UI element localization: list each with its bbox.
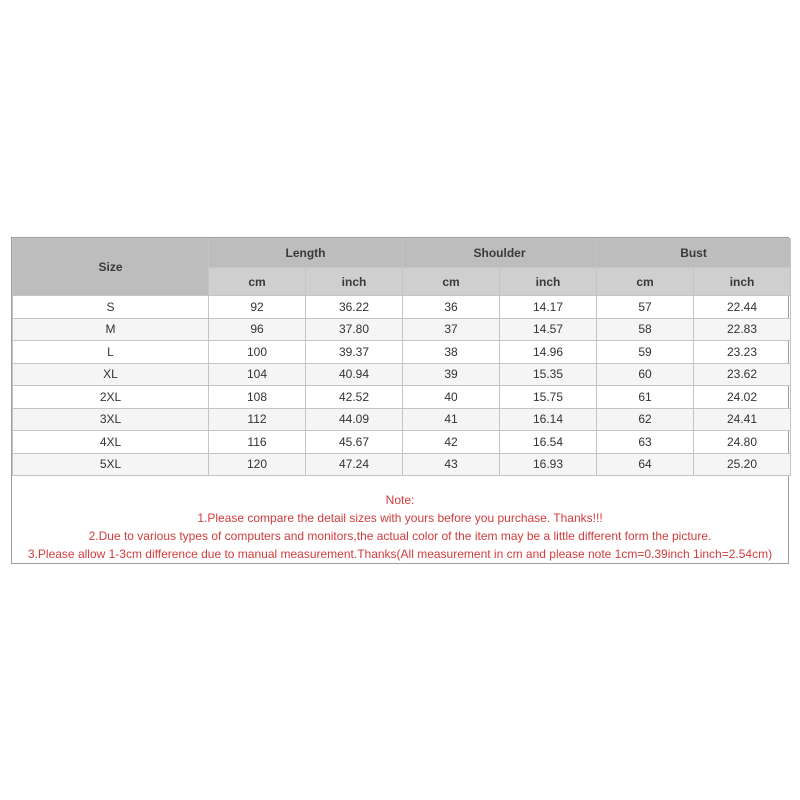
value-cell: 24.02 bbox=[694, 386, 791, 409]
value-cell: 16.54 bbox=[500, 431, 597, 454]
value-cell: 39.37 bbox=[306, 341, 403, 364]
table-row bbox=[13, 386, 791, 409]
value-cell: 92 bbox=[209, 296, 306, 319]
value-cell: 63 bbox=[597, 431, 694, 454]
size-cell: 4XL bbox=[13, 431, 209, 454]
value-cell: 38 bbox=[403, 341, 500, 364]
value-cell: 16.93 bbox=[500, 453, 597, 476]
notes-block bbox=[12, 476, 788, 563]
value-cell: 23.23 bbox=[694, 341, 791, 364]
note-line: 3.Please allow 1-3cm difference due to manual measurement.Thanks(All measurement in cm and please note 1cm=0.39inch 1inch=2.54cm) bbox=[27, 547, 773, 561]
value-cell: 24.80 bbox=[694, 431, 791, 454]
table-row bbox=[13, 363, 791, 386]
size-chart bbox=[11, 237, 789, 564]
size-cell: XL bbox=[13, 363, 209, 386]
value-cell: 96 bbox=[209, 318, 306, 341]
value-cell: 44.09 bbox=[306, 408, 403, 431]
value-cell: 40.94 bbox=[306, 363, 403, 386]
value-cell: 39 bbox=[403, 363, 500, 386]
value-cell: 42 bbox=[403, 431, 500, 454]
unit-header: cm bbox=[209, 268, 306, 296]
value-cell: 47.24 bbox=[306, 453, 403, 476]
unit-header: inch bbox=[500, 268, 597, 296]
value-cell: 36 bbox=[403, 296, 500, 319]
value-cell: 64 bbox=[597, 453, 694, 476]
value-cell: 104 bbox=[209, 363, 306, 386]
unit-header: cm bbox=[597, 268, 694, 296]
header-group-row bbox=[13, 239, 791, 268]
table-row bbox=[13, 431, 791, 454]
unit-header: inch bbox=[306, 268, 403, 296]
note-line: 1.Please compare the detail sizes with yours before you purchase. Thanks!!! bbox=[197, 511, 603, 525]
value-cell: 14.96 bbox=[500, 341, 597, 364]
value-cell: 36.22 bbox=[306, 296, 403, 319]
size-cell: 3XL bbox=[13, 408, 209, 431]
value-cell: 62 bbox=[597, 408, 694, 431]
value-cell: 24.41 bbox=[694, 408, 791, 431]
table-row bbox=[13, 453, 791, 476]
unit-header: cm bbox=[403, 268, 500, 296]
value-cell: 14.17 bbox=[500, 296, 597, 319]
unit-header: inch bbox=[694, 268, 791, 296]
table-row bbox=[13, 341, 791, 364]
value-cell: 100 bbox=[209, 341, 306, 364]
size-cell: 5XL bbox=[13, 453, 209, 476]
value-cell: 15.75 bbox=[500, 386, 597, 409]
table-row bbox=[13, 318, 791, 341]
size-cell: M bbox=[13, 318, 209, 341]
value-cell: 112 bbox=[209, 408, 306, 431]
value-cell: 15.35 bbox=[500, 363, 597, 386]
value-cell: 120 bbox=[209, 453, 306, 476]
value-cell: 43 bbox=[403, 453, 500, 476]
value-cell: 37.80 bbox=[306, 318, 403, 341]
value-cell: 116 bbox=[209, 431, 306, 454]
value-cell: 59 bbox=[597, 341, 694, 364]
value-cell: 45.67 bbox=[306, 431, 403, 454]
size-cell: 2XL bbox=[13, 386, 209, 409]
size-column-header: Size bbox=[13, 239, 209, 296]
value-cell: 37 bbox=[403, 318, 500, 341]
value-cell: 108 bbox=[209, 386, 306, 409]
value-cell: 14.57 bbox=[500, 318, 597, 341]
value-cell: 57 bbox=[597, 296, 694, 319]
size-cell: S bbox=[13, 296, 209, 319]
value-cell: 61 bbox=[597, 386, 694, 409]
bust-group-header: Bust bbox=[597, 239, 791, 268]
notes-title: Note: bbox=[385, 493, 415, 507]
size-table bbox=[12, 238, 791, 476]
value-cell: 23.62 bbox=[694, 363, 791, 386]
value-cell: 22.83 bbox=[694, 318, 791, 341]
table-row bbox=[13, 408, 791, 431]
size-cell: L bbox=[13, 341, 209, 364]
value-cell: 40 bbox=[403, 386, 500, 409]
value-cell: 41 bbox=[403, 408, 500, 431]
length-group-header: Length bbox=[209, 239, 403, 268]
note-line: 2.Due to various types of computers and monitors,the actual color of the item may be a little different form the picture. bbox=[88, 529, 712, 543]
table-row bbox=[13, 296, 791, 319]
value-cell: 16.14 bbox=[500, 408, 597, 431]
size-table-body bbox=[13, 296, 791, 476]
value-cell: 42.52 bbox=[306, 386, 403, 409]
shoulder-group-header: Shoulder bbox=[403, 239, 597, 268]
value-cell: 60 bbox=[597, 363, 694, 386]
value-cell: 58 bbox=[597, 318, 694, 341]
value-cell: 22.44 bbox=[694, 296, 791, 319]
value-cell: 25.20 bbox=[694, 453, 791, 476]
